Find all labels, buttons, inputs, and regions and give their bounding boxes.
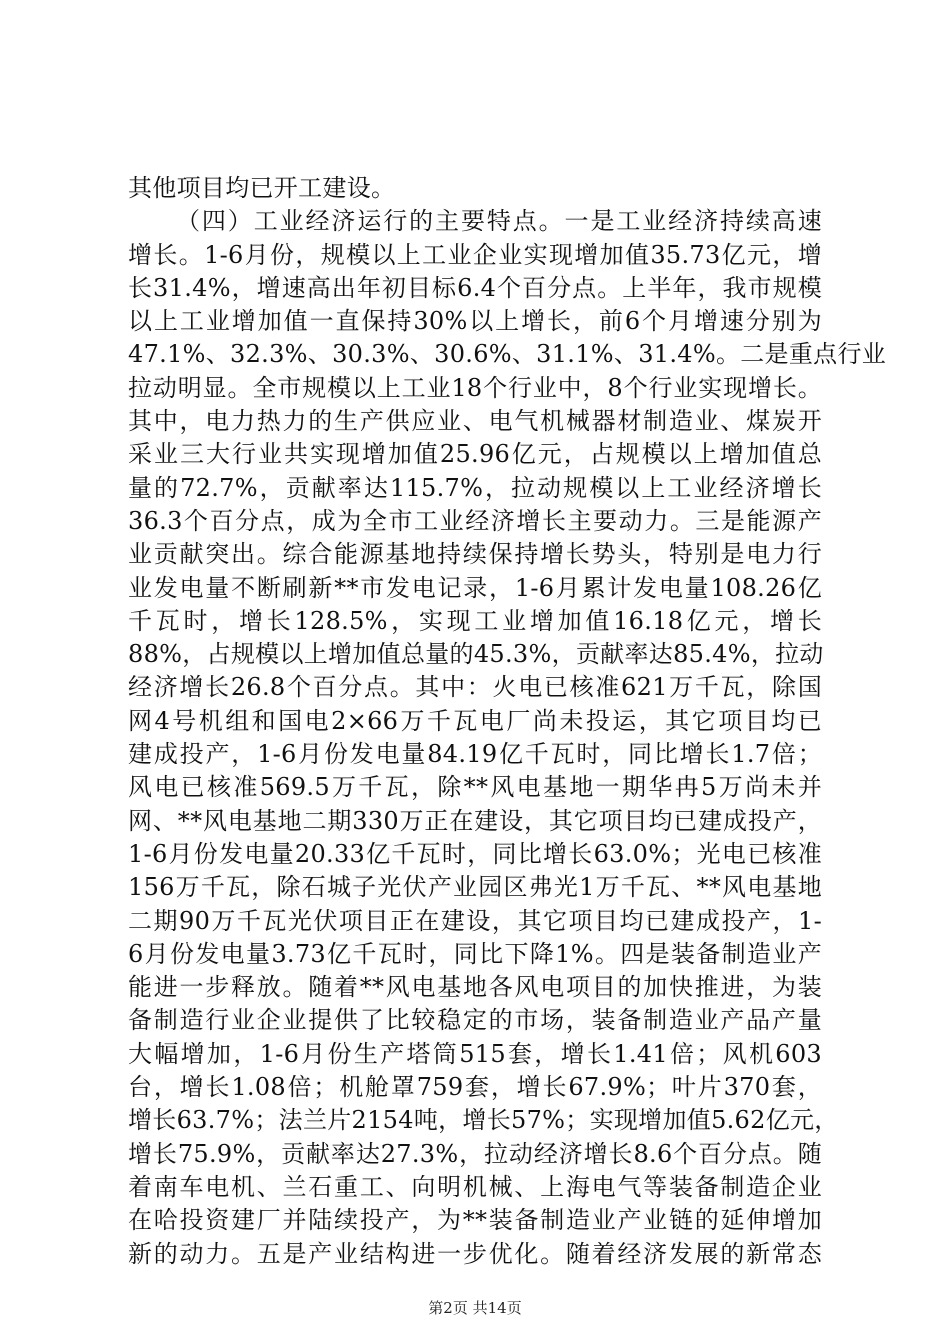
text-line: 业发电量不断刷新**市发电记录，1-6月累计发电量108.26亿	[128, 573, 822, 602]
text-line: 备制造行业企业提供了比较稳定的市场，装备制造业产品产量	[128, 1006, 822, 1035]
text-line: 业贡献突出。综合能源基地持续保持增长势头，特别是电力行	[128, 540, 822, 569]
text-line: 1-6月份发电量20.33亿千瓦时，同比增长63.0%；光电已核准	[128, 839, 822, 868]
text-line: 增长63.7%；法兰片2154吨，增长57%；实现增加值5.62亿元，	[128, 1106, 839, 1135]
text-line: 建成投产，1-6月份发电量84.19亿千瓦时，同比增长1.7倍；	[128, 740, 822, 769]
text-line: 47.1%、32.3%、30.3%、30.6%、31.1%、31.4%。二是重点行业	[128, 340, 887, 369]
text-line: 156万千瓦，除石城子光伏产业园区弗光1万千瓦、**风电基地	[128, 873, 822, 902]
text-line: 36.3个百分点，成为全市工业经济增长主要动力。三是能源产	[128, 506, 822, 535]
text-line: 增长。1-6月份，规模以上工业企业实现增加值35.73亿元，增	[128, 240, 822, 269]
text-line: 采业三大行业共实现增加值25.96亿元，占规模以上增加值总	[128, 440, 822, 469]
text-line: 在哈投资建厂并陆续投产，为**装备制造业产业链的延伸增加	[128, 1206, 822, 1235]
text-line: 新的动力。五是产业结构进一步优化。随着经济发展的新常态	[128, 1239, 822, 1268]
text-line: 千瓦时，增长128.5%，实现工业增加值16.18亿元，增长	[128, 606, 822, 635]
body-text	[128, 172, 887, 1271]
text-line: 二期90万千瓦光伏项目正在建设，其它项目均已建成投产，1-	[128, 906, 822, 935]
text-line: 其中，电力热力的生产供应业、电气机械器材制造业、煤炭开	[128, 407, 822, 436]
text-line: 量的72.7%，贡献率达115.7%，拉动规模以上工业经济增长	[128, 473, 822, 502]
text-line: 6月份发电量3.73亿千瓦时，同比下降1%。四是装备制造业产	[128, 939, 822, 968]
text-line: 大幅增加，1-6月份生产塔筒515套，增长1.41倍；风机603	[128, 1039, 822, 1068]
text-line: 经济增长26.8个百分点。其中：火电已核准621万千瓦，除国	[128, 673, 822, 702]
text-line: 其他项目均已开工建设。	[128, 174, 396, 202]
text-line: 以上工业增加值一直保持30%以上增长，前6个月增速分别为	[128, 307, 822, 336]
text-line: 着南车电机、兰石重工、向明机械、上海电气等装备制造企业	[128, 1172, 822, 1201]
page-footer	[0, 1297, 950, 1318]
text-line: 增长75.9%，贡献率达27.3%，拉动经济增长8.6个百分点。随	[128, 1139, 822, 1168]
text-line: 能进一步释放。随着**风电基地各风电项目的加快推进，为装	[128, 973, 822, 1002]
section-heading-line: （四）工业经济运行的主要特点。一是工业经济持续高速	[176, 207, 822, 236]
text-line: 风电已核准569.5万千瓦，除**风电基地一期华冉5万尚未并	[128, 773, 822, 802]
text-line: 长31.4%，增速高出年初目标6.4个百分点。上半年，我市规模	[128, 273, 822, 302]
page-number: 第2页 共14页	[428, 1299, 522, 1317]
text-line: 网、**风电基地二期330万正在建设，其它项目均已建成投产，	[128, 806, 822, 835]
text-line: 台，增长1.08倍；机舱罩759套，增长67.9%；叶片370套，	[128, 1073, 822, 1102]
text-line: 88%，占规模以上增加值总量的45.3%，贡献率达85.4%，拉动	[128, 640, 824, 669]
text-line: 网4号机组和国电2×66万千瓦电厂尚未投运，其它项目均已	[128, 706, 822, 735]
text-line: 拉动明显。全市规模以上工业18个行业中，8个行业实现增长。	[128, 373, 822, 402]
